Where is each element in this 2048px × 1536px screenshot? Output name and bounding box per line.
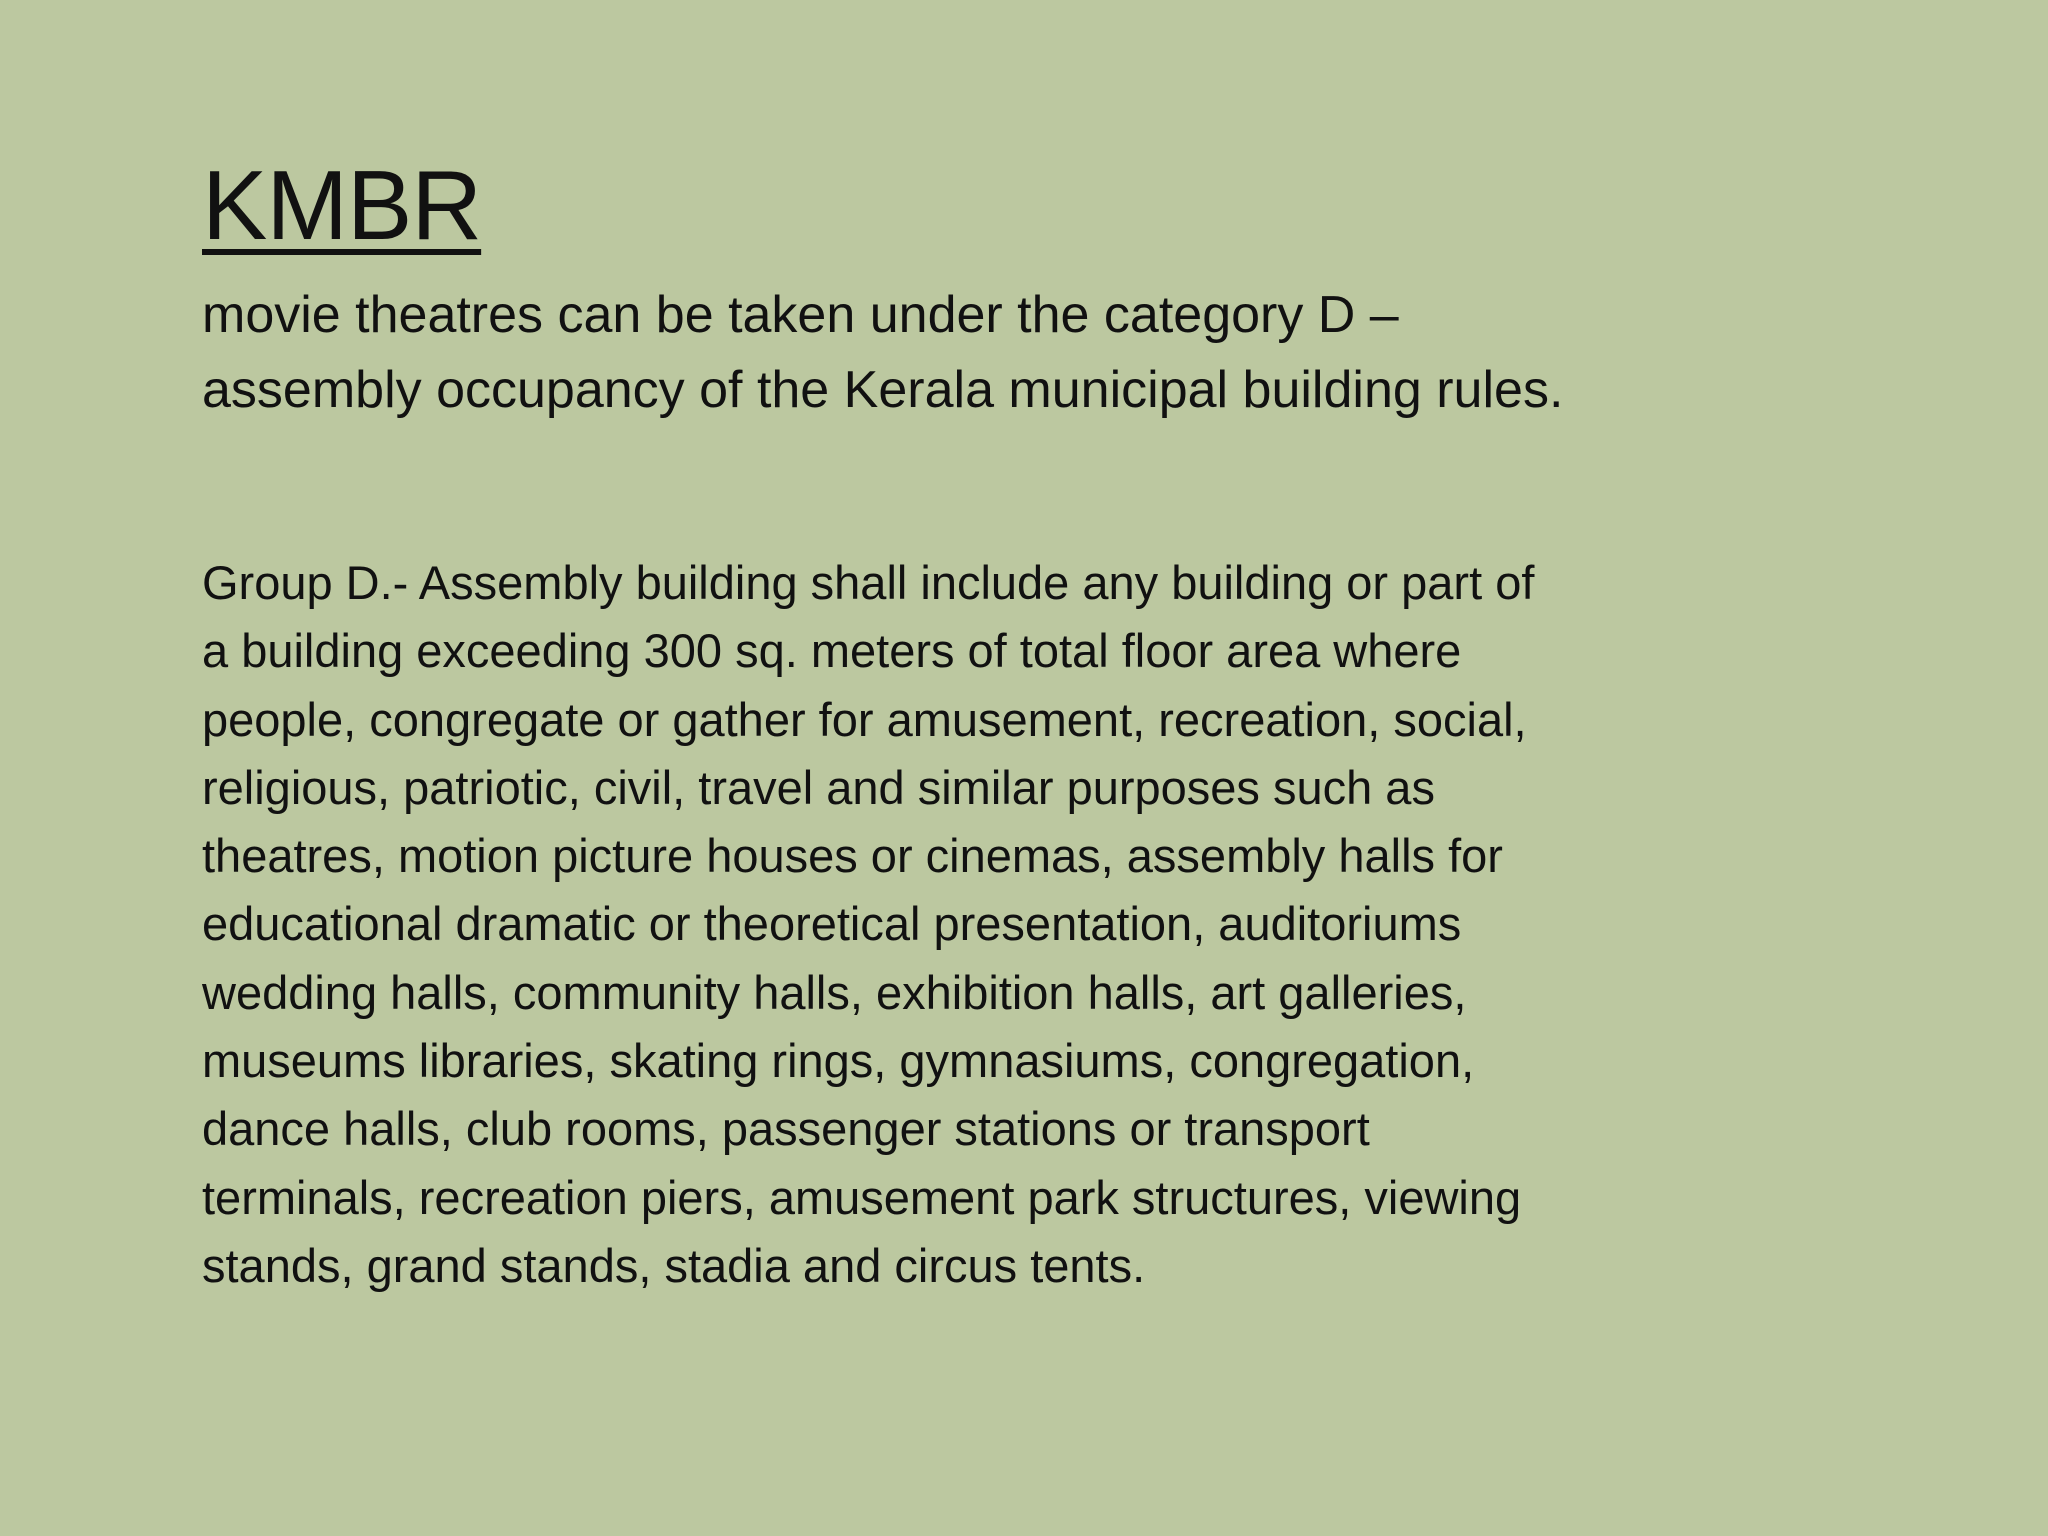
intro-paragraph (202, 278, 1762, 428)
body-line: dance halls, club rooms, passenger stations or transport (202, 1102, 1370, 1156)
group-d-definition (202, 549, 1762, 1300)
body-line: a building exceeding 300 sq. meters of total floor area where (202, 624, 1462, 678)
intro-line: movie theatres can be taken under the category D – (202, 286, 1399, 344)
body-line: Group D.- Assembly building shall include any building or part of (202, 556, 1535, 609)
intro-line: assembly occupancy of the Kerala municipal building rules. (202, 361, 1564, 419)
slide-title: KMBR (202, 150, 482, 260)
body-line: educational dramatic or theoretical presentation, auditoriums (202, 897, 1462, 951)
body-line: terminals, recreation piers, amusement park structures, viewing (202, 1170, 1522, 1224)
body-line: people, congregate or gather for amusement, recreation, social, (202, 692, 1527, 746)
body-line: museums libraries, skating rings, gymnasiums, congregation, (202, 1034, 1475, 1088)
body-line: religious, patriotic, civil, travel and similar purposes such as (202, 760, 1435, 814)
body-line: stands, grand stands, stadia and circus tents. (202, 1238, 1146, 1292)
body-line: wedding halls, community halls, exhibition halls, art galleries, (202, 965, 1467, 1019)
body-line: theatres, motion picture houses or cinemas, assembly halls for (202, 829, 1503, 883)
